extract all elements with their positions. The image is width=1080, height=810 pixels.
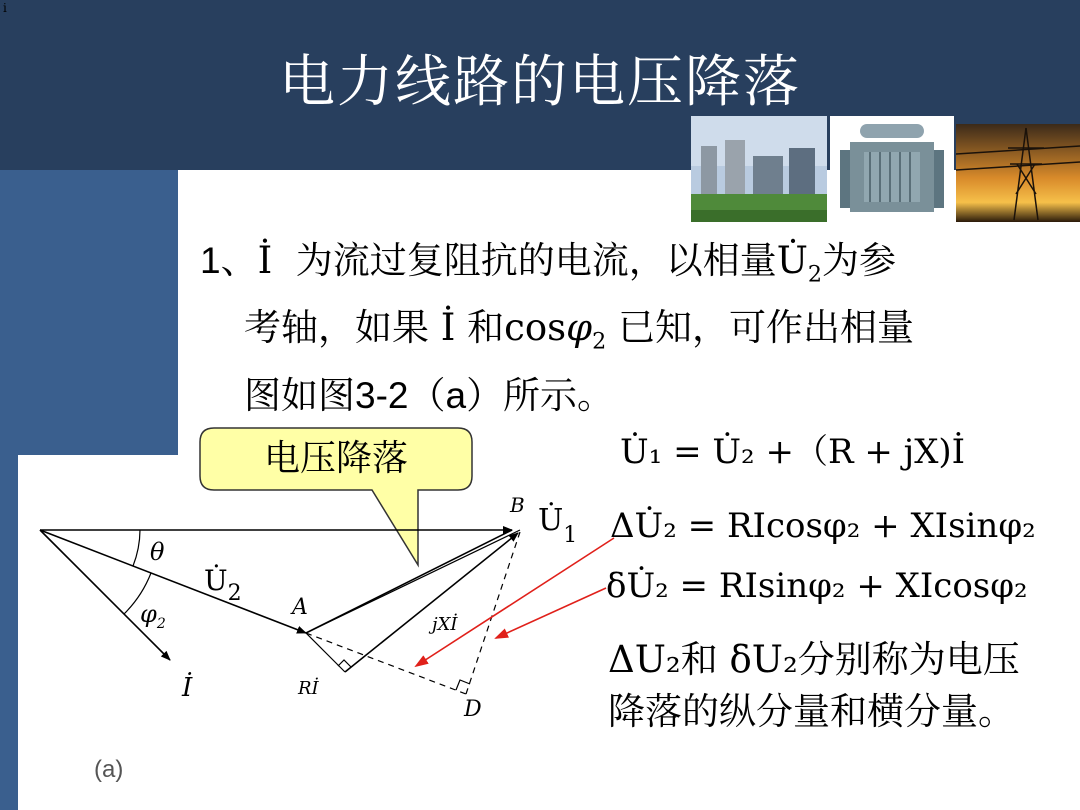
label-U1-symbol: U̇ [538,503,564,538]
label-phi-sub: 2 [156,616,166,632]
ri-segment [306,633,345,672]
label-jXI: jXİ [432,614,458,635]
callout-label: 电压降落 [263,438,408,479]
u2-vector [40,530,306,633]
paragraph-text-7: （ [408,373,446,417]
label-U1 [538,503,577,548]
label-RI: Rİ [298,678,319,699]
theta-arc [133,530,140,566]
paragraph-text-1: 为流过复阻抗的电流，以相量 [295,239,777,282]
label-phi-symbol: φ [140,600,157,628]
u2-subscript: 2 [807,261,823,288]
item-number: 1、 [200,240,258,281]
paragraph-text-6: 图如图 [244,373,355,417]
label-U2 [204,564,242,606]
paragraph-text-2: 为参 [822,239,897,282]
paragraph-text-4: 和 [467,306,505,350]
label-theta: θ [150,538,165,566]
dashed-extension [306,633,466,694]
label-B: B [510,493,525,517]
figure-caption: (a) [94,756,124,783]
label-A: A [292,595,308,620]
slide-title: 电力线路的电压降落 [279,50,801,115]
equation-3: δU̇₂ = RIsinφ₂ + XIcosφ₂ [606,566,1028,606]
figure-ref-a: a [445,374,467,416]
right-angle-mark-1 [338,660,351,667]
paragraph-text-8: ）所示。 [466,373,615,417]
phi-symbol: φ [566,306,593,350]
label-U2-symbol: U̇ [204,564,228,597]
current-symbol-2: İ [440,306,456,350]
current-symbol: İ [257,239,273,282]
note-line-1: ΔU₂和 δU₂分别称为电压 [608,638,1020,681]
label-U1-sub: 1 [563,523,578,548]
cos-text: cos [504,306,567,350]
label-phi [140,600,166,632]
note-line-2: 降落的纵分量和横分量。 [608,690,1015,733]
jxi-vector [345,533,518,672]
label-U2-sub: 2 [227,581,242,606]
figure-ref: 3-2 [355,374,409,416]
label-D: D [464,697,482,722]
paragraph-text-3: 考轴，如果 [244,306,429,350]
u2-symbol: U̇ [776,239,808,282]
paragraph-text-5: 已知，可作出相量 [617,306,914,350]
phi-subscript: 2 [592,328,607,355]
explanation-note [608,634,1020,738]
dashed-perpendicular [466,532,520,694]
red-arrow-longitudinal [416,538,614,666]
equation-2: ΔU̇₂ = RIcosφ₂ + XIsinφ₂ [610,506,1036,546]
corner-mark: i [3,1,7,15]
equation-1: U̇₁ = U̇₂ +（R + jX)İ [620,432,966,472]
label-I: İ [182,673,193,703]
red-arrow-transverse [496,588,606,638]
